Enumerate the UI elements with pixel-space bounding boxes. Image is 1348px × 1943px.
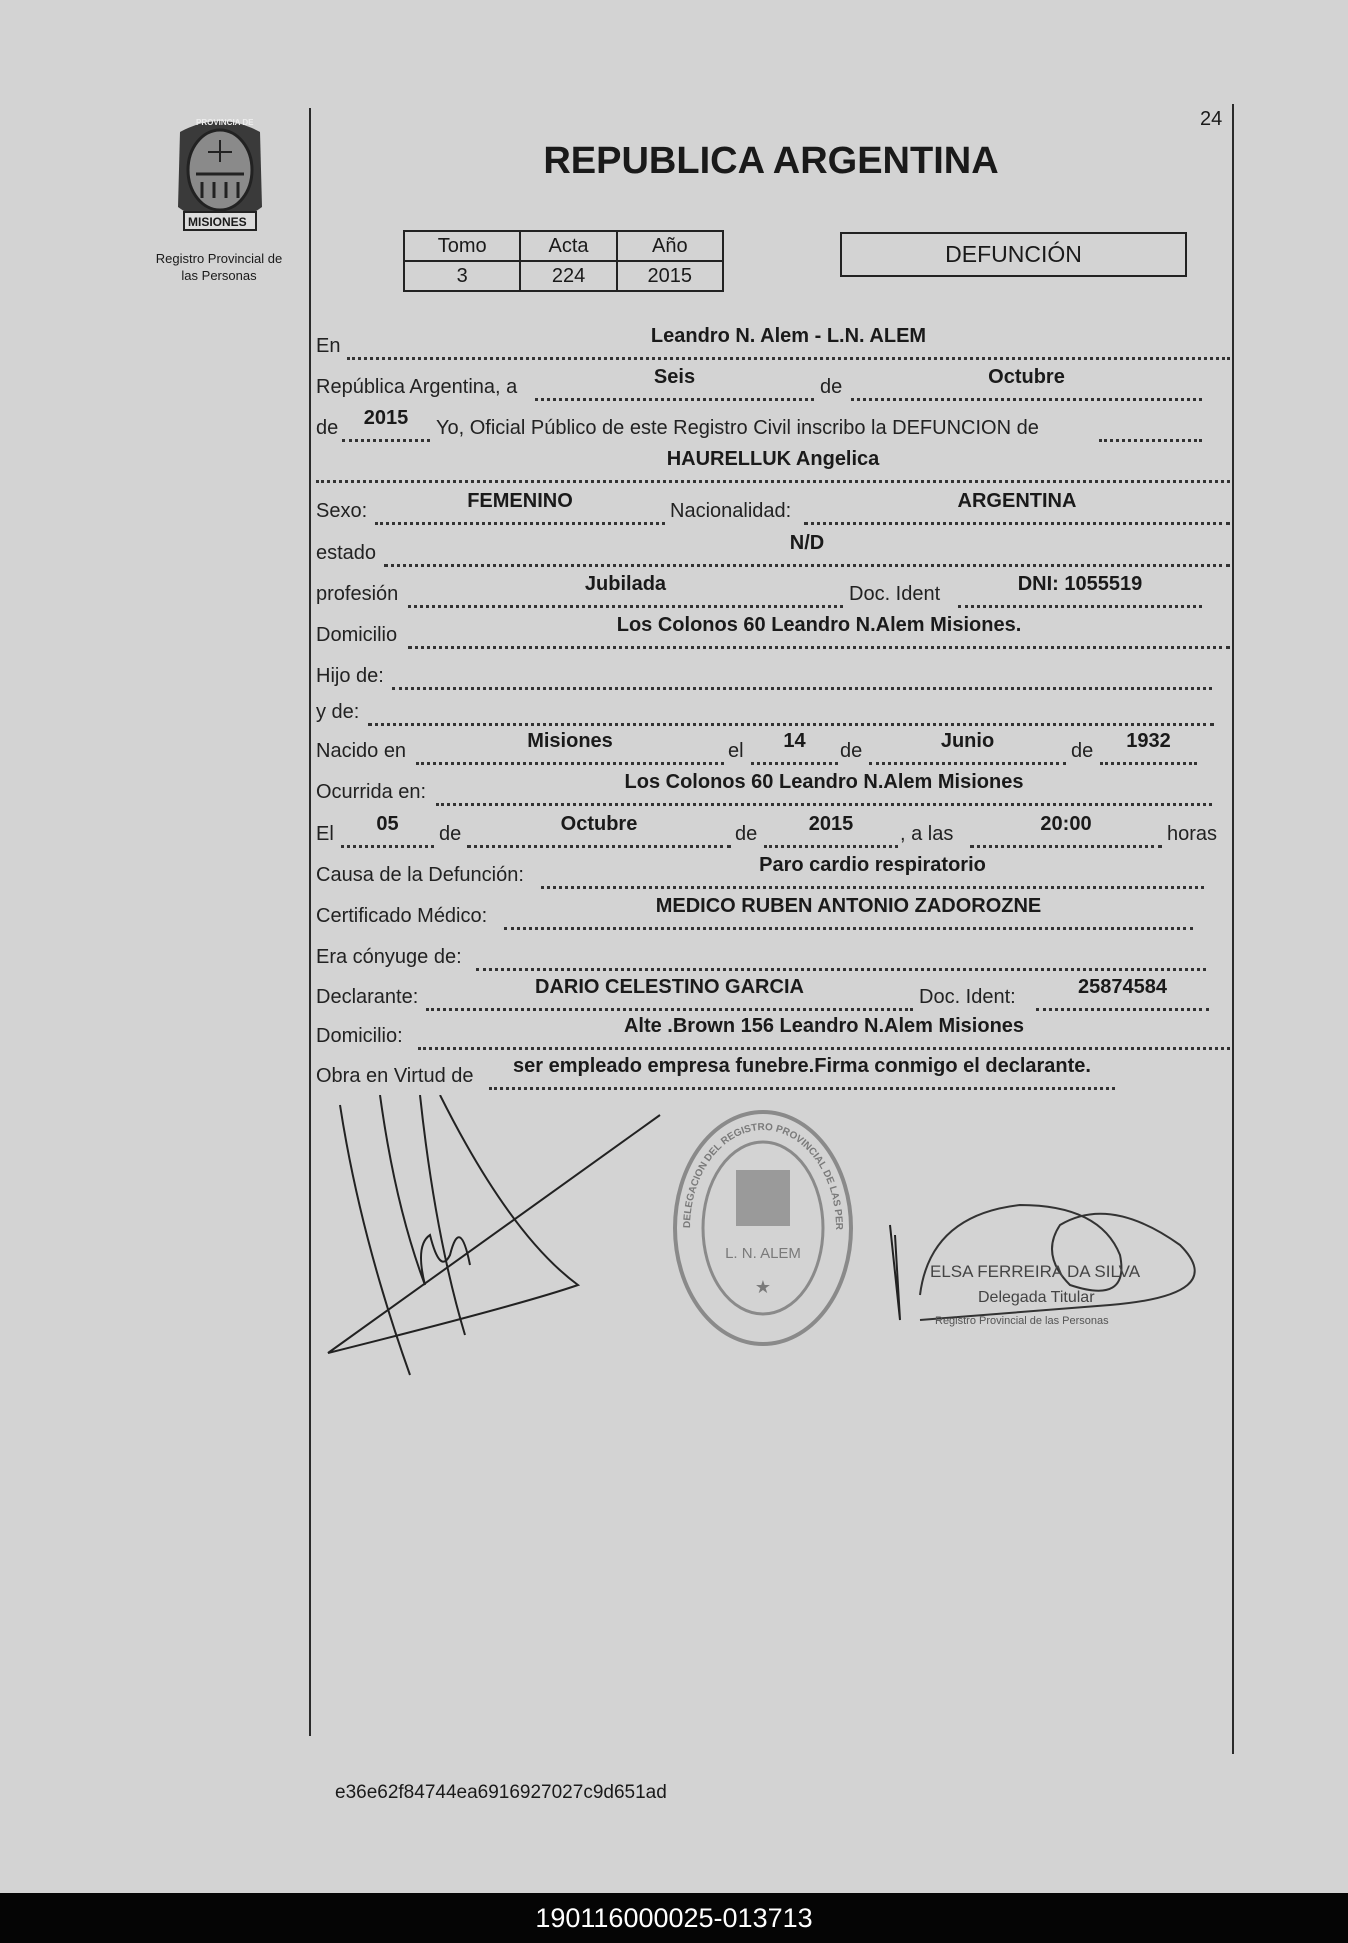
label-nacido-en: Nacido en: [316, 740, 407, 762]
field-nac-anio: [1100, 728, 1197, 765]
label-a-las: , a las: [900, 823, 954, 845]
value-dia: Seis: [653, 366, 696, 388]
label-declarante-domicilio: Domicilio:: [316, 1025, 403, 1047]
label-sexo: Sexo:: [316, 500, 368, 522]
field-domicilio: [408, 612, 1230, 649]
field-doc-ident: [958, 571, 1202, 608]
field-anio: [342, 405, 430, 442]
field-nacionalidad: [804, 488, 1230, 525]
field-nac-mes: [869, 728, 1066, 765]
value-mes: Octubre: [988, 366, 1065, 388]
row-fecha-defuncion: [0, 810, 1348, 848]
label-declarante-doc: Doc. Ident:: [919, 986, 1016, 1008]
row-nacimiento: [0, 727, 1348, 765]
field-causa: [541, 852, 1204, 889]
record-table: [403, 230, 724, 292]
logo-bottom-text: MISIONES: [188, 215, 247, 229]
label-El: El: [316, 823, 334, 845]
row-en: [0, 322, 1348, 360]
label-domicilio: Domicilio: [316, 624, 398, 646]
declarant-signature: [320, 1095, 680, 1385]
label-doc-ident: Doc. Ident: [849, 583, 941, 605]
field-nombre: [316, 446, 1230, 483]
field-def-anio: [764, 811, 898, 848]
row-conyuge: [0, 933, 1348, 971]
field-estado: [384, 530, 1230, 567]
value-domicilio: Los Colonos 60 Leandro N.Alem Misiones.: [616, 614, 1022, 636]
label-conyuge: Era cónyuge de:: [316, 946, 462, 968]
field-nacido-en: [416, 728, 724, 765]
label-nacionalidad: Nacionalidad:: [670, 500, 792, 522]
field-declarante-domicilio: [418, 1013, 1230, 1050]
value-nac-mes: Junio: [940, 730, 995, 752]
label-y-de: y de:: [316, 701, 360, 723]
value-estado: N/D: [789, 532, 825, 554]
value-declarante-domicilio: Alte .Brown 156 Leandro N.Alem Misiones: [623, 1015, 1025, 1037]
value-def-dia: 05: [376, 813, 399, 835]
row-hijo-de: [0, 652, 1348, 690]
document-id-bar: [0, 1893, 1348, 1943]
label-declarante: Declarante:: [316, 986, 419, 1008]
value-def-mes: Octubre: [560, 813, 638, 835]
value-doc-ident: DNI: 1055519: [1017, 573, 1143, 595]
value-nombre: HAURELLUK Angelica: [666, 448, 880, 470]
logo-top-text: PROVINCIA DE: [196, 118, 254, 127]
label-republica: República Argentina, a: [316, 376, 518, 398]
header-acta: Acta: [520, 231, 616, 261]
stamp-center-text: L. N. ALEM: [725, 1245, 801, 1262]
registry-caption: [139, 250, 299, 284]
field-declarante: [426, 974, 913, 1011]
field-hijo-de: [392, 653, 1212, 690]
page-number: 24: [1200, 108, 1223, 130]
label-de: de: [840, 740, 863, 762]
field-ocurrida: [436, 769, 1212, 806]
field-mes: [851, 364, 1202, 401]
field-certificado: [504, 893, 1193, 930]
row-estado: [0, 529, 1348, 567]
record-type-box: DEFUNCIÓN: [840, 232, 1187, 277]
row-anio: [0, 404, 1348, 442]
star-icon: ★: [754, 1277, 772, 1297]
row-fecha: [0, 363, 1348, 401]
label-estado: estado: [316, 542, 377, 564]
row-y-de: [0, 688, 1348, 726]
label-ocurrida: Ocurrida en:: [316, 781, 427, 803]
field-declarante-doc: [1036, 974, 1209, 1011]
field-obra: [489, 1053, 1115, 1090]
value-tomo: 3: [404, 261, 520, 291]
field-sexo: [375, 488, 665, 525]
label-el: el: [728, 740, 744, 762]
field-blank: [1099, 405, 1202, 442]
value-anio: 2015: [363, 407, 409, 429]
label-causa: Causa de la Defunción:: [316, 864, 524, 886]
value-def-anio: 2015: [808, 813, 854, 835]
row-declarante-domicilio: [0, 1012, 1348, 1050]
registry-caption-line1: Registro Provincial de: [155, 251, 283, 266]
value-nacido-en: Misiones: [527, 730, 613, 752]
field-nac-dia: [751, 728, 838, 765]
page-title: REPUBLICA ARGENTINA: [543, 140, 999, 182]
field-lugar: [347, 323, 1230, 360]
label-de: de: [316, 417, 339, 439]
label-certificado: Certificado Médico:: [316, 905, 488, 927]
official-stamp: [668, 1108, 858, 1358]
field-y-de: [368, 689, 1214, 726]
value-obra: ser empleado empresa funebre.Firma conmigo el declarante.: [513, 1055, 1091, 1077]
label-en: En: [316, 335, 341, 357]
value-def-hora: 20:00: [1040, 813, 1092, 835]
official-role: Delegada Titular: [978, 1289, 1095, 1306]
row-causa: [0, 851, 1348, 889]
label-de: de: [439, 823, 462, 845]
row-obra: [0, 1052, 1348, 1090]
value-nac-dia: 14: [783, 730, 806, 752]
document-hash: e36e62f84744ea6916927027c9d651ad: [335, 1782, 667, 1803]
field-profesion: [408, 571, 843, 608]
value-nac-anio: 1932: [1126, 730, 1171, 752]
field-dia: [535, 364, 814, 401]
label-de: de: [1071, 740, 1094, 762]
value-declarante: DARIO CELESTINO GARCIA: [535, 976, 804, 998]
row-profesion: [0, 570, 1348, 608]
province-logo: [162, 112, 278, 238]
document-id: 190116000025-013713: [535, 1903, 813, 1933]
row-ocurrida: [0, 768, 1348, 806]
label-hijo-de: Hijo de:: [316, 665, 384, 687]
value-acta: 224: [520, 261, 616, 291]
value-sexo: FEMENINO: [467, 490, 573, 512]
value-lugar: Leandro N. Alem - L.N. ALEM: [650, 325, 927, 347]
value-certificado: MEDICO RUBEN ANTONIO ZADOROZNE: [655, 895, 1042, 917]
row-sexo: [0, 487, 1348, 525]
field-def-mes: [467, 811, 731, 848]
value-causa: Paro cardio respiratorio: [759, 854, 986, 876]
value-ocurrida: Los Colonos 60 Leandro N.Alem Misiones: [624, 771, 1024, 793]
value-profesion: Jubilada: [584, 573, 667, 595]
label-obra: Obra en Virtud de: [316, 1065, 474, 1087]
official-name: ELSA FERREIRA DA SILVA: [930, 1262, 1141, 1281]
label-de: de: [820, 376, 843, 398]
label-yo: Yo, Oficial Público de este Registro Civil inscribo la DEFUNCION de: [436, 417, 1039, 439]
field-def-hora: [970, 811, 1162, 848]
row-domicilio: [0, 611, 1348, 649]
field-conyuge: [476, 934, 1206, 971]
official-office: Registro Provincial de las Personas: [935, 1315, 1109, 1327]
label-de: de: [735, 823, 758, 845]
value-anio: 2015: [617, 261, 723, 291]
row-nombre: [0, 445, 1348, 483]
stamp-ring-text: DELEGACION DEL REGISTRO PROVINCIAL DE LAS PER: [681, 1121, 845, 1231]
row-certificado: [0, 892, 1348, 930]
row-declarante: [0, 973, 1348, 1011]
header-anio: Año: [617, 231, 723, 261]
value-declarante-doc: 25874584: [1078, 976, 1167, 998]
label-horas: horas: [1167, 823, 1218, 845]
value-nacionalidad: ARGENTINA: [957, 490, 1077, 512]
registry-caption-line2: las Personas: [181, 268, 257, 283]
label-profesion: profesión: [316, 583, 399, 605]
field-def-dia: [341, 811, 434, 848]
header-tomo: Tomo: [404, 231, 520, 261]
